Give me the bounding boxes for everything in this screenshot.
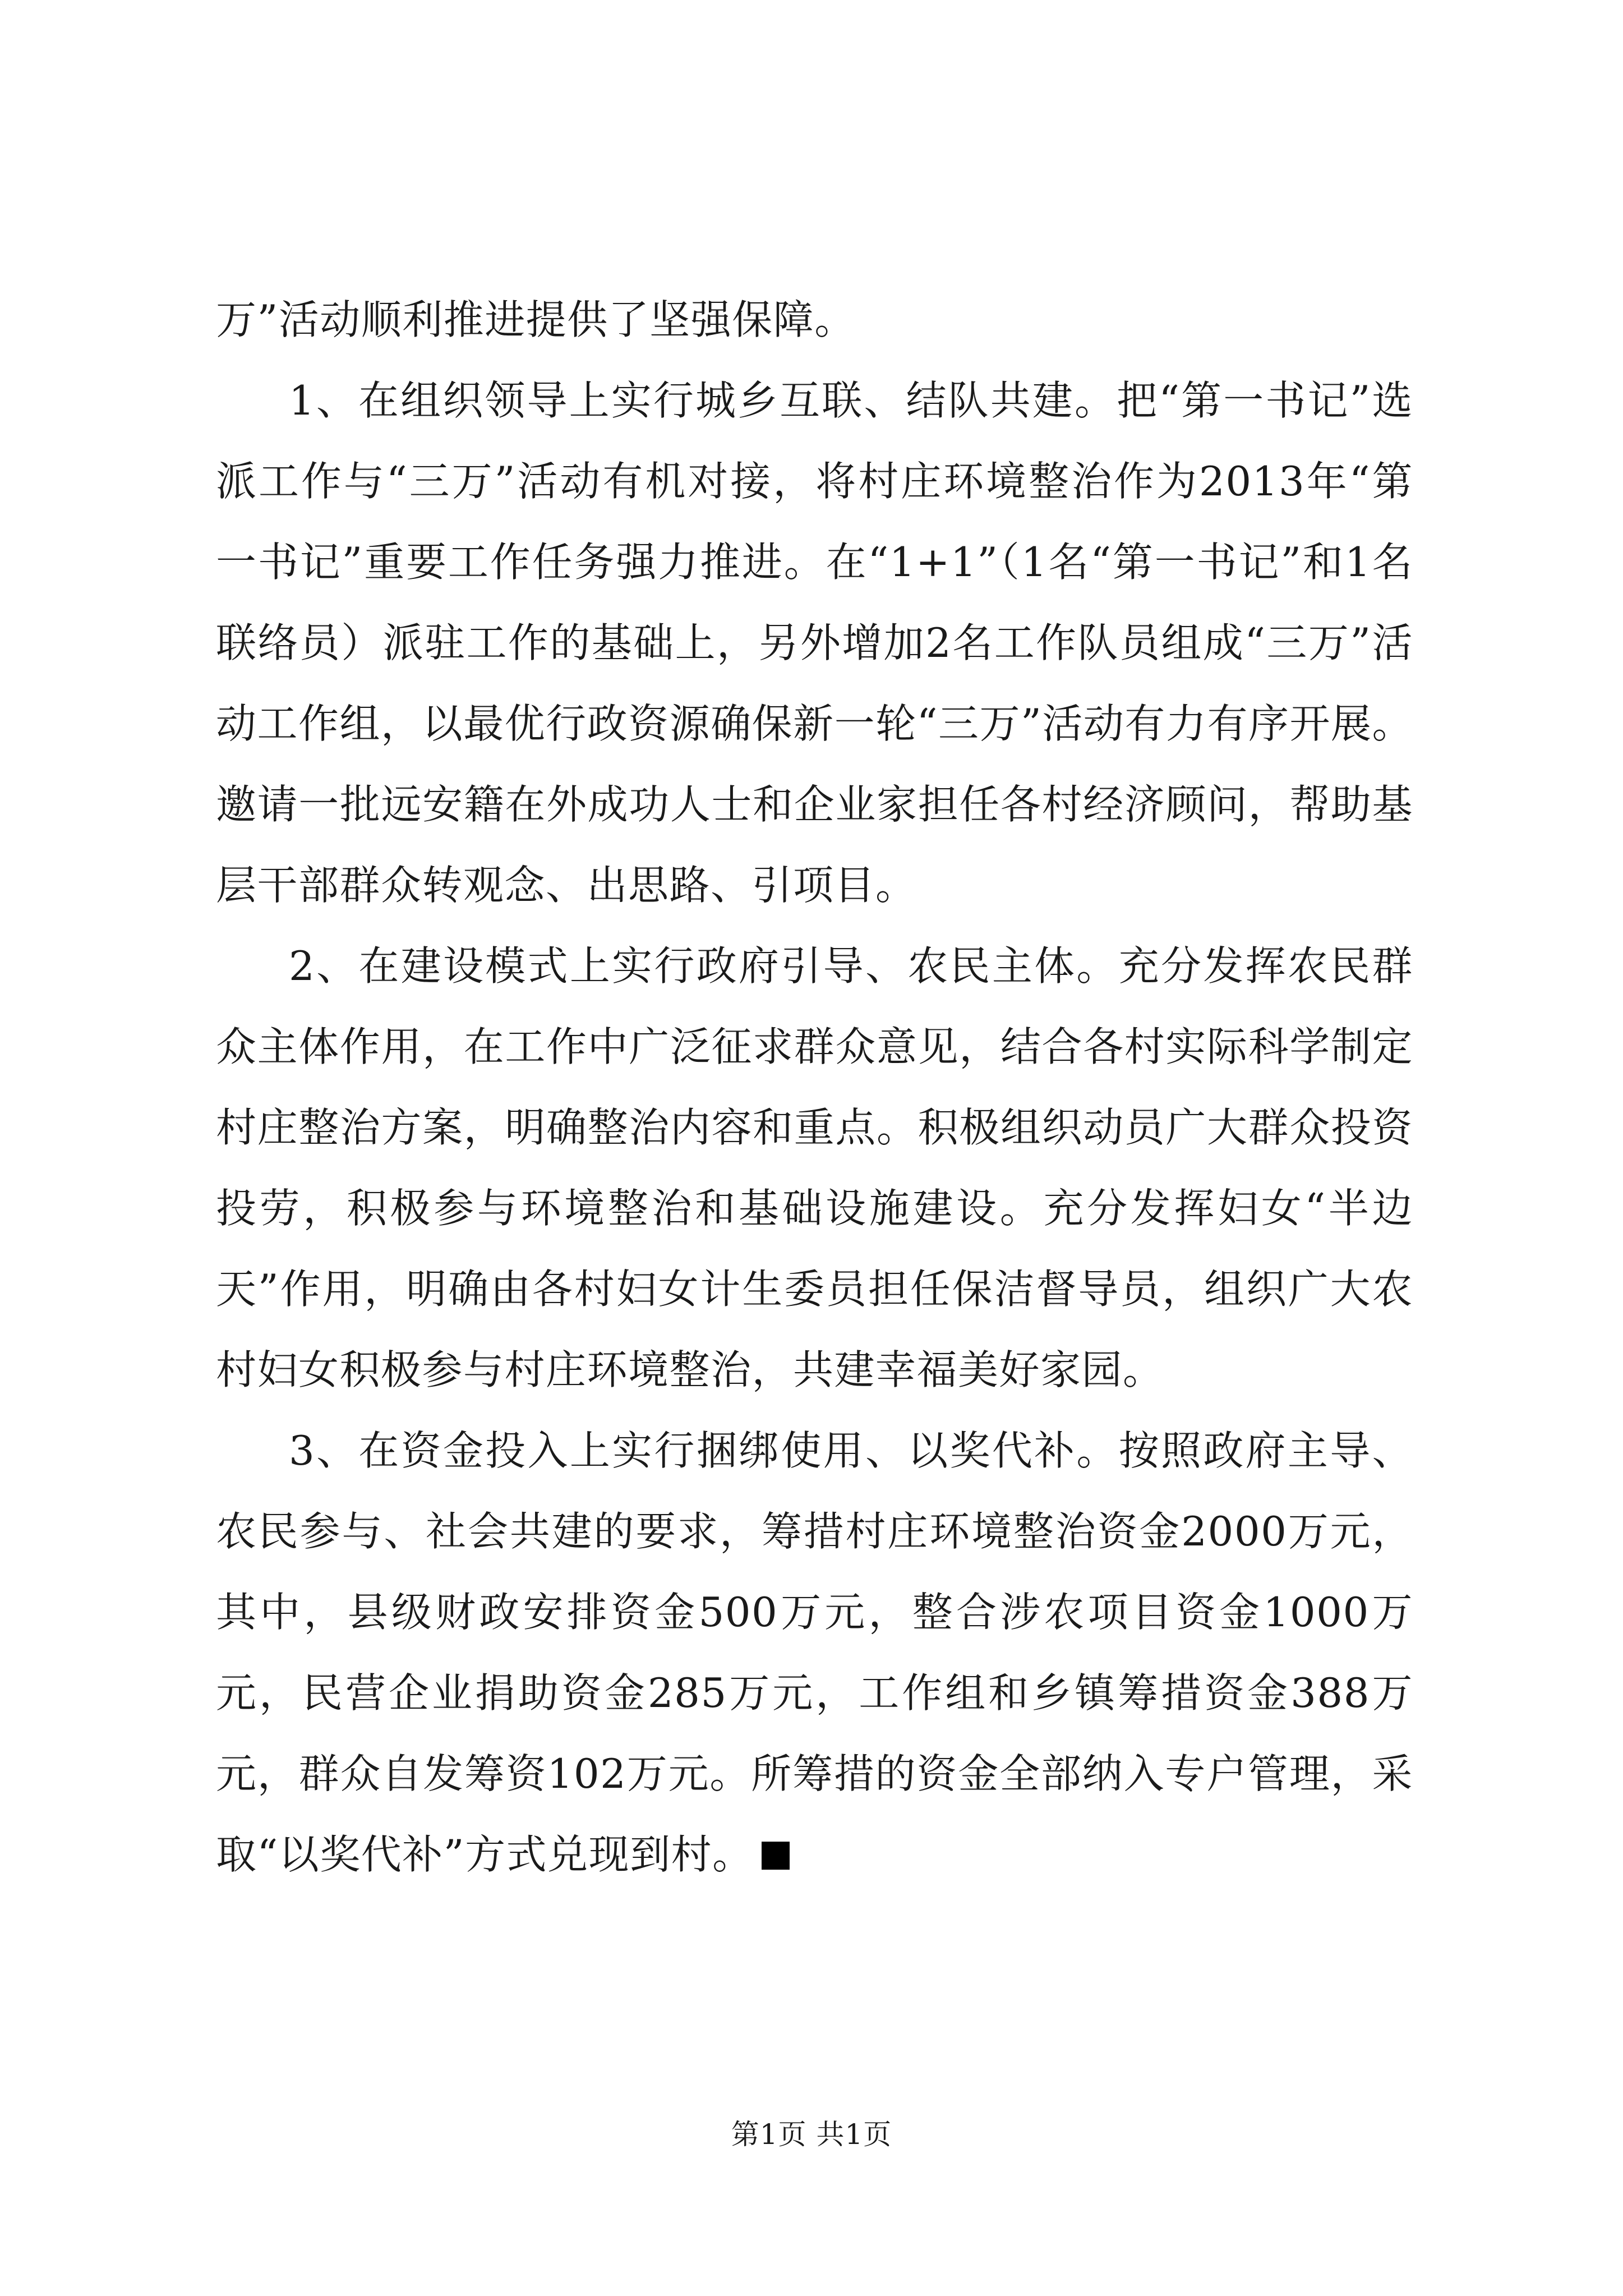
end-of-text-mark [762, 1842, 790, 1870]
page-footer: 第1页 共1页 [731, 2118, 892, 2151]
paragraph-continuation: 万”活动顺利推进提供了坚强保障。 [216, 296, 856, 343]
document-body [216, 279, 1413, 1895]
paragraph-funding [216, 1410, 1413, 1895]
paragraph-funding-text: 3、在资金投入上实行捆绑使用、以奖代补。按照政府主导、农民参与、社会共建的要求，筹措村庄环境整治资金2000万元，其中，县级财政安排资金500万元，整合涉农项目资金1000万元，民营企业捐助资金285万元，工作组和乡镇筹措资金388万元，群众自发筹资102万元。所筹措的资金全部纳入专户管理，采取“以奖代补”方式兑现到村。 [216, 1427, 1413, 1878]
paragraph-construction-model: 2、在建设模式上实行政府引导、农民主体。充分发挥农民群众主体作用，在工作中广泛征求群众意见，结合各村实际科学制定村庄整治方案，明确整治内容和重点。积极组织动员广大群众投资投劳，积极参与环境整治和基础设施建设。充分发挥妇女“半边天”作用，明确由各村妇女计生委员担任保洁督导员，组织广大农村妇女积极参与村庄环境整治，共建幸福美好家园。 [216, 942, 1413, 1393]
paragraph-organization-leadership: 1、在组织领导上实行城乡互联、结队共建。把“第一书记”选派工作与“三万”活动有机对接，将村庄环境整治作为2013年“第一书记”重要工作任务强力推进。在“1+1”（1名“第一书记”和1名联络员）派驻工作的基础上，另外增加2名工作队员组成“三万”活动工作组，以最优行政资源确保新一轮“三万”活动有力有序开展。邀请一批远安籍在外成功人士和企业家担任各村经济顾问，帮助基层干部群众转观念、出思路、引项目。 [216, 377, 1413, 909]
